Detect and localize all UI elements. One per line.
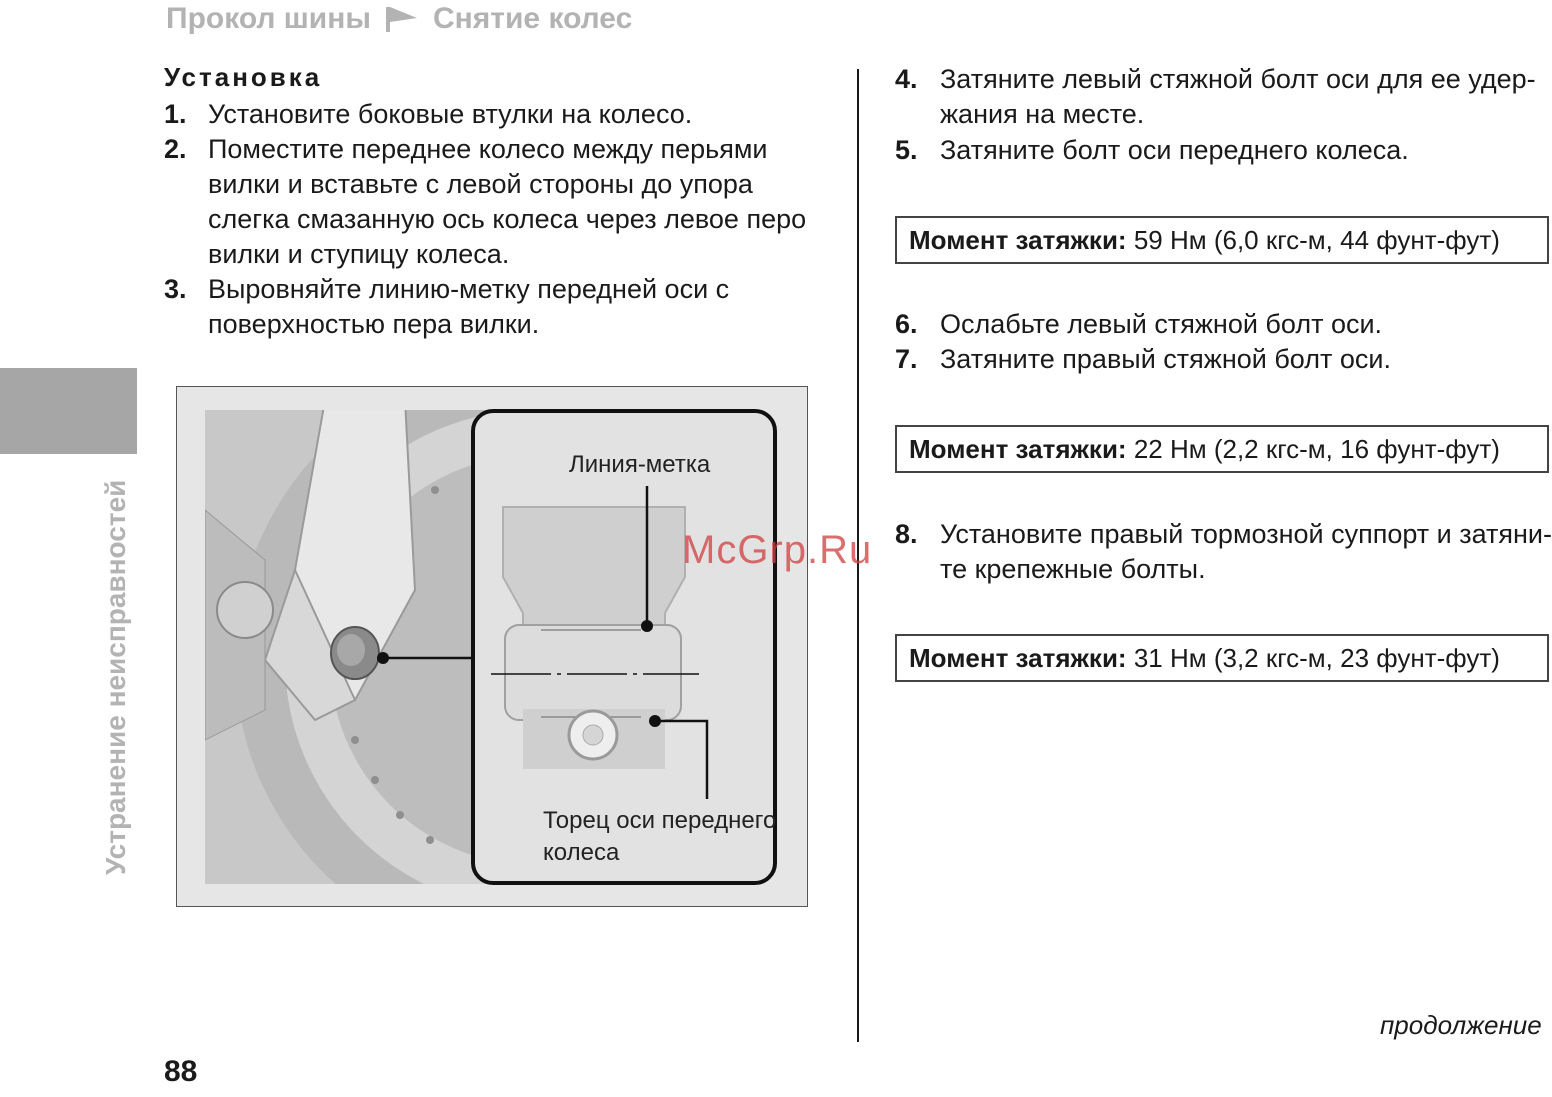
step-text: Затяните правый стяжной болт оси. <box>940 344 1391 374</box>
label-alignment-mark: Линия-метка <box>569 451 711 478</box>
step-text: слегка смазанную ось колеса через левое перо <box>208 204 807 234</box>
axle-alignment-figure <box>176 386 808 907</box>
axle-detail-inset <box>471 409 777 885</box>
torque-label: Момент затяжки: <box>909 434 1127 464</box>
step-number: 2. <box>164 134 187 164</box>
step-text: Установите правый тормозной суппорт и затяни- <box>940 519 1552 549</box>
step-text: Ослабьте левый стяжной болт оси. <box>940 309 1383 339</box>
breadcrumb-item-puncture: Прокол шины <box>166 2 371 35</box>
step-text: вилки и ступицу колеса. <box>208 239 510 269</box>
torque-spec-1 <box>895 216 1549 264</box>
step-number: 5. <box>895 135 918 165</box>
section-title: Установка <box>164 62 323 92</box>
step-text: Поместите переднее колесо между перьями <box>208 134 768 164</box>
breadcrumb-item-wheel-removal: Снятие колес <box>433 2 633 35</box>
flag-arrow-icon <box>385 5 419 33</box>
continued-note: продолжение <box>1380 1010 1542 1040</box>
torque-spec-3 <box>895 634 1549 682</box>
torque-label: Момент затяжки: <box>909 225 1127 255</box>
torque-spec-2 <box>895 425 1549 473</box>
step-text: Затяните болт оси переднего колеса. <box>940 135 1409 165</box>
step-number: 1. <box>164 99 187 129</box>
torque-value: 31 Нм (3,2 кгс-м, 23 фунт-фут) <box>1126 643 1500 673</box>
step-number: 6. <box>895 309 918 339</box>
watermark-text: McGrp.Ru <box>682 528 873 572</box>
label-axle-end-line-2: колеса <box>543 839 620 866</box>
label-axle-end-line-1: Торец оси переднего <box>543 807 777 834</box>
step-text: поверхностью пера вилки. <box>208 309 540 339</box>
step-text: вилки и вставьте с левой стороны до упора <box>208 169 753 199</box>
step-text: те крепежные болты. <box>940 554 1206 584</box>
step-text: Затяните левый стяжной болт оси для ее удер- <box>940 64 1536 94</box>
torque-value: 59 Нм (6,0 кгс-м, 44 фунт-фут) <box>1126 225 1500 255</box>
step-number: 3. <box>164 274 187 304</box>
torque-value: 22 Нм (2,2 кгс-м, 16 фунт-фут) <box>1126 434 1500 464</box>
step-number: 8. <box>895 519 918 549</box>
chapter-tab-label: Устранение неисправностей <box>100 479 131 875</box>
torque-label: Момент затяжки: <box>909 643 1127 673</box>
step-number: 7. <box>895 344 918 374</box>
page-number: 88 <box>164 1055 198 1088</box>
step-text: жания на месте. <box>940 99 1145 129</box>
step-number: 4. <box>895 64 918 94</box>
step-text: Установите боковые втулки на колесо. <box>208 99 693 129</box>
step-text: Выровняйте линию-метку передней оси с <box>208 274 730 304</box>
breadcrumb <box>166 2 632 36</box>
chapter-tab-marker <box>0 368 137 454</box>
